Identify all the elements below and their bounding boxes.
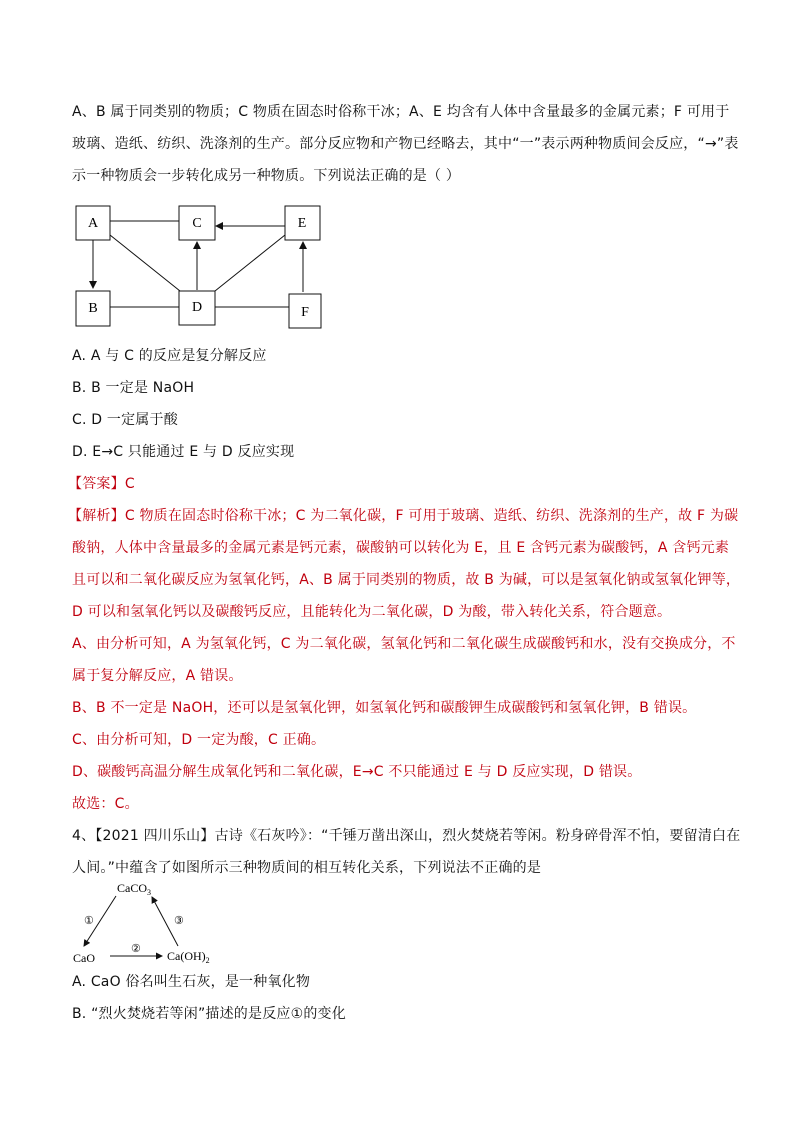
q3-stem-line-2: 玻璃、造纸、纺织、洗涤剂的生产。部分反应物和产物已经略去，其中“一”表示两种物质间会反应，“→”表 [72,136,739,152]
node-b-label: B [88,301,98,316]
cao-label: CaO [73,951,95,965]
edge-a-d [110,235,180,291]
q3-option-b: B. B 一定是 NaOH [72,380,195,396]
q3-analysis-line-6: 属于复分解反应，A 错误。 [72,668,243,684]
node-e-label: E [297,216,307,231]
q3-answer [68,474,135,494]
answer-value: C [124,476,135,492]
edge-e-d [215,235,285,291]
q3-analysis-line-7: B、B 不一定是 NaOH，还可以是氢氧化钾，如氢氧化钙和碳酸钾生成碳酸钙和氢氧化钾，B 错误。 [72,700,697,716]
node-c-label: C [192,216,202,231]
reaction-3-label: ③ [174,915,184,927]
q4-option-b: B. “烈火焚烧若等闲”描述的是反应①的变化 [72,1006,346,1022]
q3-option-a: A. A 与 C 的反应是复分解反应 [72,348,267,364]
q3-analysis-line-9: D、碳酸钙高温分解生成氧化钙和二氧化碳，E→C 不只能通过 E 与 D 反应实现，D 错误。 [72,764,642,780]
q3-analysis-line-8: C、由分析可知，D 一定为酸，C 正确。 [72,732,326,748]
q4-conversion-diagram [70,876,230,966]
q3-analysis-line-1 [68,506,738,526]
caoh2-label: $Ca(OH)_2$ [167,949,210,965]
q3-stem-line-3: 示一种物质会一步转化成另一种物质。下列说法正确的是（ ） [72,168,461,184]
q3-analysis-line-3: 且可以和二氧化碳反应为氢氧化钙，A、B 属于同类别的物质，故 B 为碱，可以是氢氧化钠或氢氧化钾等， [72,572,741,588]
q3-analysis-line-5: A、由分析可知，A 为氢氧化钙，C 为二氧化碳，氢氧化钙和二氧化碳生成碳酸钙和水，没有交换成分，不 [72,636,736,652]
q3-analysis-line-4: D 可以和氢氧化钙以及碳酸钙反应，且能转化为二氧化碳，D 为酸，带入转化关系，符合题意。 [72,604,672,620]
q3-analysis-line-2: 酸钠，人体中含量最多的金属元素是钙元素，碳酸钠可以转化为 E，且 E 含钙元素为碳酸钙，A 含钙元素 [72,540,730,556]
q3-option-d: D. E→C 只能通过 E 与 D 反应实现 [72,444,295,460]
q3-analysis-line-10: 故选：C。 [72,796,139,812]
node-d-label: D [191,300,203,315]
node-f-label: F [301,305,309,320]
caco3-label: CaCO$_3$ [117,881,151,897]
analysis-tag: 【解析】 [68,508,125,524]
q3-stem-line-1: A、B 属于同类别的物质；C 物质在固态时俗称干冰；A、E 均含有人体中含量最多的金属元素；F 可用于 [72,104,730,120]
answer-tag: 【答案】 [68,476,125,492]
q3-relation-diagram [70,200,330,335]
reaction-2-label: ② [131,943,141,955]
q4-stem-line-2: 人间。”中蕴含了如图所示三种物质间的相互转化关系，下列说法不正确的是 [72,860,542,876]
analysis-text: C 物质在固态时俗称干冰；C 为二氧化碳，F 可用于玻璃、造纸、纺织、洗涤剂的生产，故 F 为碳 [124,508,739,524]
q3-option-c: C. D 一定属于酸 [72,412,178,428]
q4-stem-line-1: 4、【2021 四川乐山】古诗《石灰吟》：“千锤万凿出深山，烈火焚烧若等闲。粉身碎骨浑不怕，要留清白在 [72,828,741,844]
node-a-label: A [87,216,99,231]
q4-option-a: A. CaO 俗名叫生石灰，是一种氧化物 [72,974,311,990]
reaction-1-label: ① [84,915,94,927]
